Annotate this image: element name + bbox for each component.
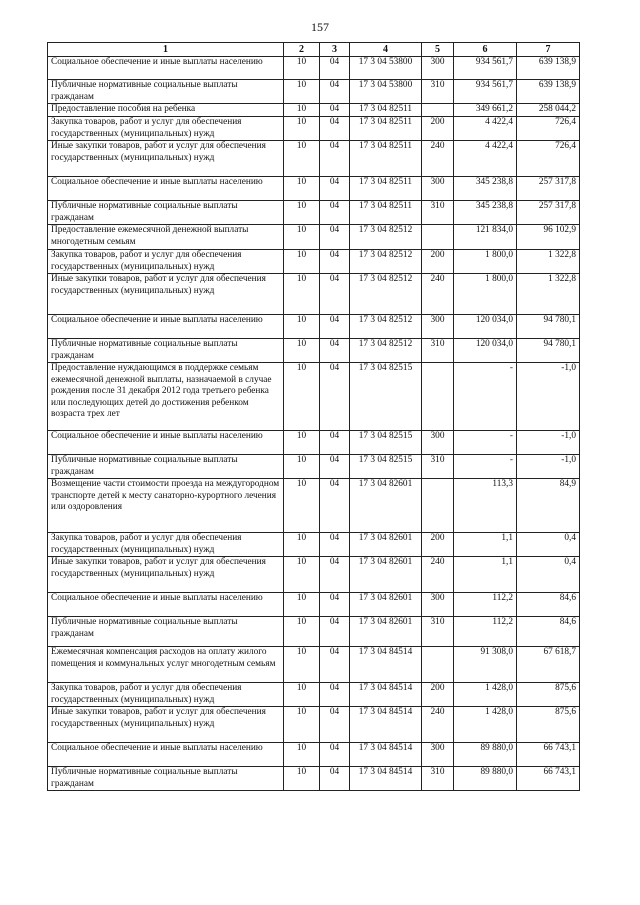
cell-target-article: 17 3 04 82512: [350, 339, 422, 363]
cell-target-article: 17 3 04 82511: [350, 117, 422, 141]
cell-subsection: 04: [320, 57, 350, 80]
cell-target-article: 17 3 04 82512: [350, 274, 422, 315]
cell-target-article: 17 3 04 84514: [350, 743, 422, 767]
cell-executed: 96 102,9: [517, 225, 580, 250]
table-row: [48, 315, 580, 339]
cell-name: Публичные нормативные социальные выплаты гражданам: [48, 617, 284, 647]
cell-executed: 258 044,2: [517, 104, 580, 117]
cell-section: 10: [284, 557, 320, 593]
cell-expense-type: 200: [422, 117, 454, 141]
table-row: [48, 479, 580, 533]
cell-subsection: 04: [320, 707, 350, 743]
cell-name: Закупка товаров, работ и услуг для обеспечения государственных (муниципальных) нужд: [48, 117, 284, 141]
cell-section: 10: [284, 479, 320, 533]
table-row: [48, 533, 580, 557]
cell-section: 10: [284, 647, 320, 683]
cell-planned: 349 661,2: [454, 104, 517, 117]
cell-subsection: 04: [320, 479, 350, 533]
cell-target-article: 17 3 04 84514: [350, 767, 422, 791]
cell-target-article: 17 3 04 82601: [350, 617, 422, 647]
cell-executed: 639 138,9: [517, 80, 580, 104]
cell-expense-type: 310: [422, 339, 454, 363]
cell-subsection: 04: [320, 767, 350, 791]
cell-section: 10: [284, 743, 320, 767]
cell-executed: 257 317,8: [517, 201, 580, 225]
cell-planned: -: [454, 455, 517, 479]
cell-target-article: 17 3 04 82601: [350, 557, 422, 593]
cell-expense-type: 310: [422, 201, 454, 225]
cell-target-article: 17 3 04 82601: [350, 533, 422, 557]
cell-planned: 113,3: [454, 479, 517, 533]
cell-executed: 84,6: [517, 593, 580, 617]
cell-executed: 0,4: [517, 557, 580, 593]
cell-expense-type: 200: [422, 533, 454, 557]
cell-target-article: 17 3 04 82512: [350, 250, 422, 274]
cell-executed: 875,6: [517, 707, 580, 743]
cell-name: Публичные нормативные социальные выплаты гражданам: [48, 80, 284, 104]
cell-section: 10: [284, 57, 320, 80]
cell-target-article: 17 3 04 53800: [350, 57, 422, 80]
cell-expense-type: 200: [422, 250, 454, 274]
cell-executed: 66 743,1: [517, 743, 580, 767]
cell-name: Социальное обеспечение и иные выплаты населению: [48, 431, 284, 455]
cell-executed: 94 780,1: [517, 339, 580, 363]
table-row: [48, 455, 580, 479]
page-number: 157: [311, 20, 329, 34]
cell-name: Предоставление пособия на ребенка: [48, 104, 284, 117]
cell-subsection: 04: [320, 617, 350, 647]
cell-target-article: 17 3 04 82511: [350, 201, 422, 225]
cell-planned: 1 428,0: [454, 707, 517, 743]
table-row: [48, 339, 580, 363]
cell-name: Закупка товаров, работ и услуг для обеспечения государственных (муниципальных) нужд: [48, 683, 284, 707]
cell-planned: 1,1: [454, 533, 517, 557]
cell-target-article: 17 3 04 84514: [350, 683, 422, 707]
cell-target-article: 17 3 04 82601: [350, 593, 422, 617]
cell-executed: 94 780,1: [517, 315, 580, 339]
header-col-5: 5: [422, 43, 454, 57]
cell-name: Социальное обеспечение и иные выплаты населению: [48, 57, 284, 80]
cell-target-article: 17 3 04 82515: [350, 431, 422, 455]
cell-planned: 112,2: [454, 593, 517, 617]
cell-planned: 345 238,8: [454, 177, 517, 201]
cell-section: 10: [284, 617, 320, 647]
cell-expense-type: [422, 225, 454, 250]
cell-planned: 91 308,0: [454, 647, 517, 683]
cell-planned: -: [454, 431, 517, 455]
cell-section: 10: [284, 707, 320, 743]
cell-subsection: 04: [320, 533, 350, 557]
cell-planned: 4 422,4: [454, 117, 517, 141]
header-col-3: 3: [320, 43, 350, 57]
cell-name: Социальное обеспечение и иные выплаты населению: [48, 315, 284, 339]
cell-subsection: 04: [320, 80, 350, 104]
cell-subsection: 04: [320, 141, 350, 177]
cell-name: Предоставление ежемесячной денежной выплаты многодетным семьям: [48, 225, 284, 250]
cell-subsection: 04: [320, 201, 350, 225]
cell-subsection: 04: [320, 363, 350, 431]
cell-name: Социальное обеспечение и иные выплаты населению: [48, 177, 284, 201]
table-row: [48, 225, 580, 250]
cell-subsection: 04: [320, 315, 350, 339]
table-row: [48, 647, 580, 683]
cell-planned: 934 561,7: [454, 57, 517, 80]
cell-subsection: 04: [320, 117, 350, 141]
cell-name: Публичные нормативные социальные выплаты гражданам: [48, 767, 284, 791]
cell-section: 10: [284, 533, 320, 557]
table-row: [48, 104, 580, 117]
cell-executed: 257 317,8: [517, 177, 580, 201]
cell-section: 10: [284, 250, 320, 274]
cell-planned: 89 880,0: [454, 767, 517, 791]
cell-name: Возмещение части стоимости проезда на междугородном транспорте детей к месту санаторно-курортного лечения или оздоровления: [48, 479, 284, 533]
cell-subsection: 04: [320, 104, 350, 117]
cell-section: 10: [284, 339, 320, 363]
cell-name: Ежемесячная компенсация расходов на оплату жилого помещения и коммунальных услуг многодетным семьям: [48, 647, 284, 683]
cell-planned: 112,2: [454, 617, 517, 647]
cell-section: 10: [284, 683, 320, 707]
cell-target-article: 17 3 04 82511: [350, 104, 422, 117]
cell-planned: 89 880,0: [454, 743, 517, 767]
table-row: [48, 177, 580, 201]
table-row: [48, 593, 580, 617]
cell-expense-type: 300: [422, 177, 454, 201]
cell-expense-type: 240: [422, 707, 454, 743]
cell-expense-type: [422, 479, 454, 533]
cell-target-article: 17 3 04 82515: [350, 455, 422, 479]
cell-target-article: 17 3 04 84514: [350, 647, 422, 683]
cell-expense-type: 240: [422, 274, 454, 315]
cell-expense-type: 300: [422, 593, 454, 617]
cell-target-article: 17 3 04 53800: [350, 80, 422, 104]
cell-section: 10: [284, 80, 320, 104]
table-row: [48, 274, 580, 315]
cell-name: Иные закупки товаров, работ и услуг для обеспечения государственных (муниципальных) нужд: [48, 274, 284, 315]
cell-executed: 639 138,9: [517, 57, 580, 80]
cell-subsection: 04: [320, 743, 350, 767]
cell-target-article: 17 3 04 82512: [350, 225, 422, 250]
cell-planned: -: [454, 363, 517, 431]
table-row: [48, 707, 580, 743]
table-row: [48, 80, 580, 104]
table-body: [48, 57, 580, 791]
cell-name: Публичные нормативные социальные выплаты гражданам: [48, 455, 284, 479]
cell-expense-type: 240: [422, 141, 454, 177]
cell-expense-type: 310: [422, 767, 454, 791]
table-row: [48, 557, 580, 593]
cell-planned: 120 034,0: [454, 339, 517, 363]
cell-target-article: 17 3 04 82515: [350, 363, 422, 431]
header-col-6: 6: [454, 43, 517, 57]
cell-planned: 934 561,7: [454, 80, 517, 104]
cell-planned: 1 800,0: [454, 274, 517, 315]
cell-section: 10: [284, 141, 320, 177]
table-row: [48, 250, 580, 274]
cell-expense-type: 300: [422, 431, 454, 455]
cell-executed: 84,9: [517, 479, 580, 533]
cell-section: 10: [284, 431, 320, 455]
cell-executed: -1,0: [517, 431, 580, 455]
cell-executed: 84,6: [517, 617, 580, 647]
header-col-7: 7: [517, 43, 580, 57]
cell-name: Социальное обеспечение и иные выплаты населению: [48, 743, 284, 767]
cell-subsection: 04: [320, 431, 350, 455]
table-row: [48, 743, 580, 767]
cell-section: 10: [284, 201, 320, 225]
cell-target-article: 17 3 04 82511: [350, 141, 422, 177]
table-row: [48, 767, 580, 791]
cell-expense-type: 200: [422, 683, 454, 707]
cell-subsection: 04: [320, 225, 350, 250]
header-row: [48, 43, 580, 57]
cell-subsection: 04: [320, 339, 350, 363]
cell-name: Иные закупки товаров, работ и услуг для обеспечения государственных (муниципальных) нужд: [48, 557, 284, 593]
table-row: [48, 201, 580, 225]
cell-expense-type: 300: [422, 57, 454, 80]
cell-name: Иные закупки товаров, работ и услуг для обеспечения государственных (муниципальных) нужд: [48, 141, 284, 177]
table-row: [48, 683, 580, 707]
header-col-1: 1: [48, 43, 284, 57]
cell-expense-type: 300: [422, 315, 454, 339]
cell-expense-type: [422, 363, 454, 431]
cell-expense-type: [422, 104, 454, 117]
cell-section: 10: [284, 363, 320, 431]
cell-section: 10: [284, 274, 320, 315]
cell-expense-type: 310: [422, 80, 454, 104]
cell-subsection: 04: [320, 593, 350, 617]
cell-section: 10: [284, 117, 320, 141]
table-row: [48, 431, 580, 455]
cell-executed: 875,6: [517, 683, 580, 707]
table-row: [48, 117, 580, 141]
table-row: [48, 363, 580, 431]
cell-subsection: 04: [320, 455, 350, 479]
cell-section: 10: [284, 104, 320, 117]
cell-name: Публичные нормативные социальные выплаты гражданам: [48, 201, 284, 225]
table-row: [48, 617, 580, 647]
cell-name: Социальное обеспечение и иные выплаты населению: [48, 593, 284, 617]
header-col-4: 4: [350, 43, 422, 57]
cell-subsection: 04: [320, 250, 350, 274]
cell-expense-type: 310: [422, 455, 454, 479]
cell-section: 10: [284, 315, 320, 339]
cell-subsection: 04: [320, 177, 350, 201]
cell-name: Закупка товаров, работ и услуг для обеспечения государственных (муниципальных) нужд: [48, 250, 284, 274]
cell-name: Закупка товаров, работ и услуг для обеспечения государственных (муниципальных) нужд: [48, 533, 284, 557]
cell-subsection: 04: [320, 683, 350, 707]
cell-expense-type: [422, 647, 454, 683]
cell-planned: 1 428,0: [454, 683, 517, 707]
cell-expense-type: 310: [422, 617, 454, 647]
cell-planned: 345 238,8: [454, 201, 517, 225]
cell-target-article: 17 3 04 82512: [350, 315, 422, 339]
cell-planned: 1,1: [454, 557, 517, 593]
cell-planned: 4 422,4: [454, 141, 517, 177]
cell-executed: 726,4: [517, 141, 580, 177]
cell-name: Иные закупки товаров, работ и услуг для обеспечения государственных (муниципальных) нужд: [48, 707, 284, 743]
cell-executed: 726,4: [517, 117, 580, 141]
cell-target-article: 17 3 04 84514: [350, 707, 422, 743]
cell-name: Предоставление нуждающимся в поддержке семьям ежемесячной денежной выплаты, назначаемой в случае рождения после 31 декабря 2012 года третьего ребенка или последующих детей до достижения ребенком возраста трех лет: [48, 363, 284, 431]
cell-section: 10: [284, 177, 320, 201]
cell-planned: 120 034,0: [454, 315, 517, 339]
cell-section: 10: [284, 225, 320, 250]
header-col-2: 2: [284, 43, 320, 57]
cell-planned: 1 800,0: [454, 250, 517, 274]
cell-executed: 67 618,7: [517, 647, 580, 683]
cell-subsection: 04: [320, 647, 350, 683]
cell-expense-type: 300: [422, 743, 454, 767]
cell-executed: -1,0: [517, 363, 580, 431]
cell-executed: -1,0: [517, 455, 580, 479]
cell-target-article: 17 3 04 82511: [350, 177, 422, 201]
budget-table: [47, 42, 580, 791]
cell-name: Публичные нормативные социальные выплаты гражданам: [48, 339, 284, 363]
cell-section: 10: [284, 767, 320, 791]
cell-subsection: 04: [320, 557, 350, 593]
cell-executed: 1 322,8: [517, 274, 580, 315]
table-row: [48, 141, 580, 177]
cell-section: 10: [284, 455, 320, 479]
cell-planned: 121 834,0: [454, 225, 517, 250]
cell-target-article: 17 3 04 82601: [350, 479, 422, 533]
cell-subsection: 04: [320, 274, 350, 315]
cell-executed: 1 322,8: [517, 250, 580, 274]
table-row: [48, 57, 580, 80]
cell-executed: 0,4: [517, 533, 580, 557]
cell-executed: 66 743,1: [517, 767, 580, 791]
cell-expense-type: 240: [422, 557, 454, 593]
cell-section: 10: [284, 593, 320, 617]
